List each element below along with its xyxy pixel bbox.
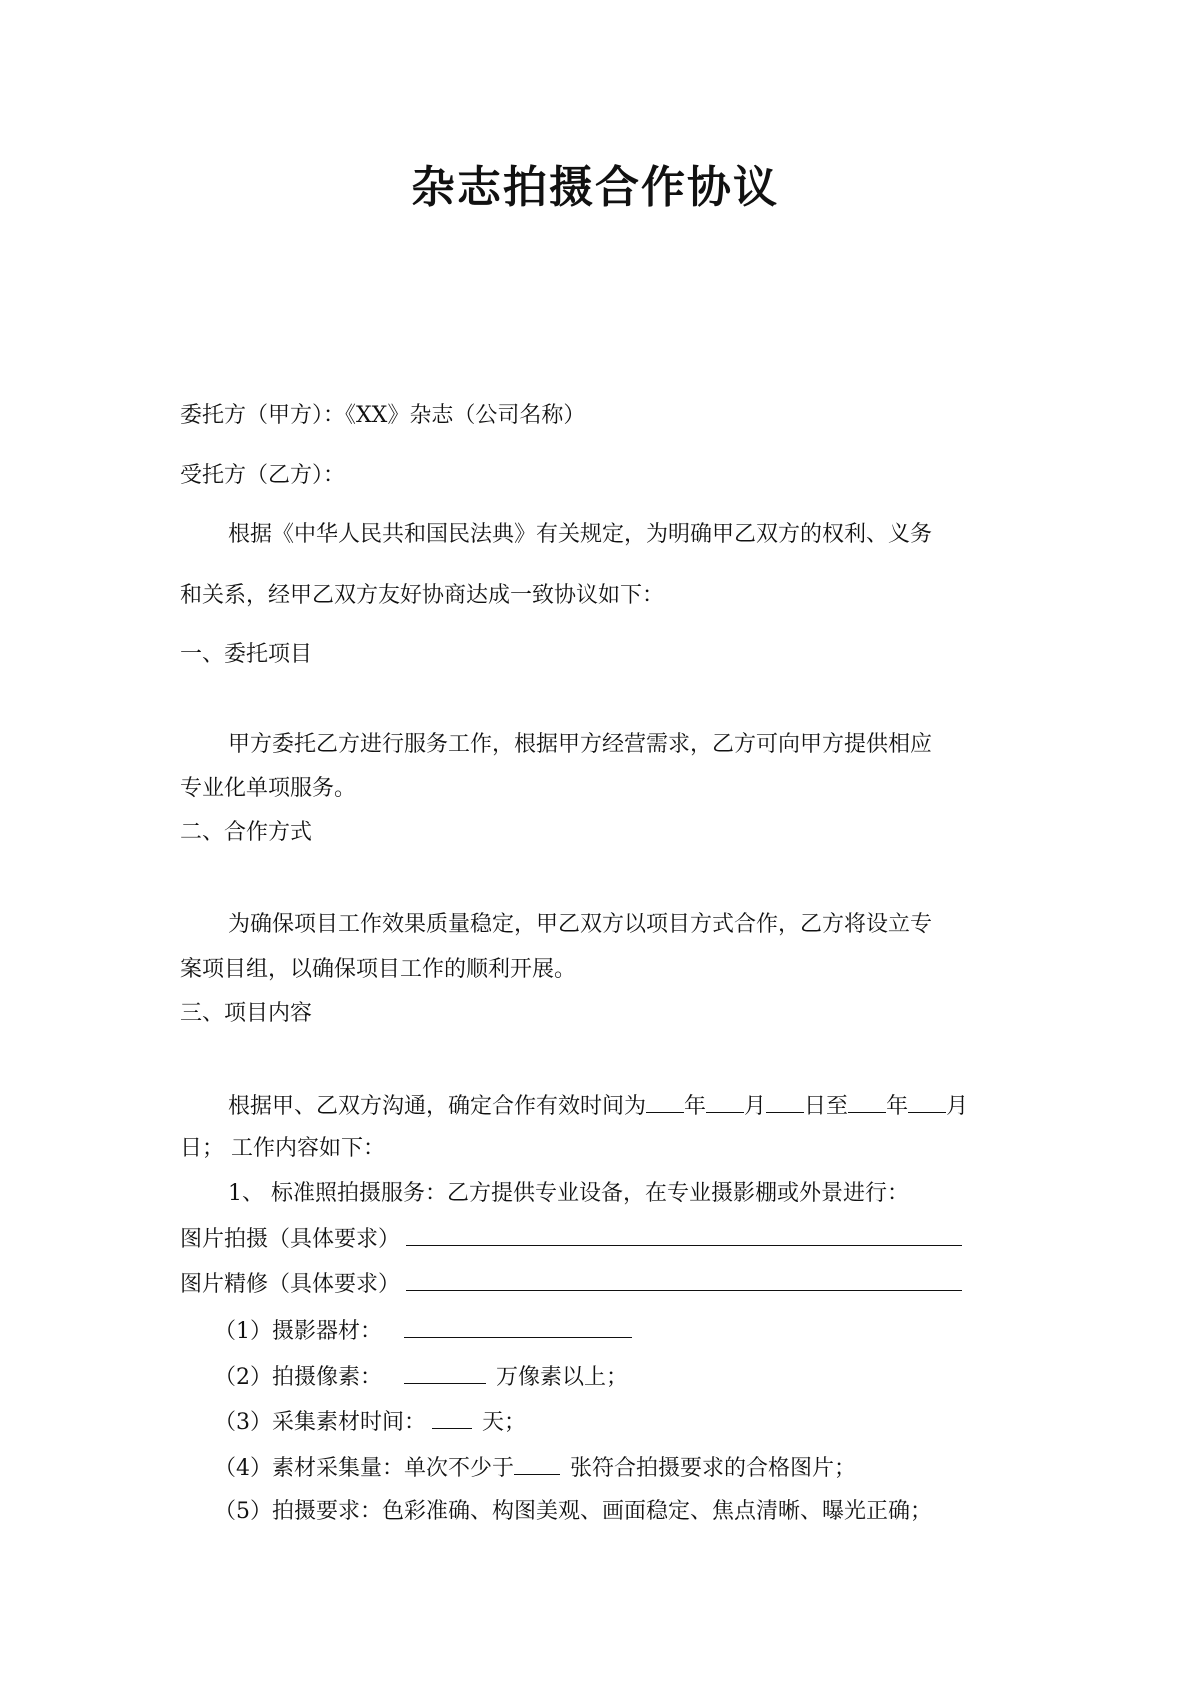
equipment-blank (404, 1315, 632, 1338)
pixel-blank (404, 1361, 486, 1384)
quantity-suffix: 张符合拍摄要求的合格图片； (570, 1456, 857, 1481)
section-1-line-2: 专业化单项服务。 (180, 776, 357, 801)
equipment-label: （1）摄影器材： (214, 1319, 382, 1344)
sub-item-4 (214, 1452, 856, 1484)
section-2-heading: 二、合作方式 (180, 820, 313, 845)
sub-item-5: （5）拍摄要求：色彩准确、构图美观、画面稳定、焦点清晰、曝光正确； (214, 1499, 932, 1524)
start-day-blank (766, 1090, 804, 1113)
collection-time-blank (432, 1406, 472, 1429)
end-year-blank (848, 1090, 886, 1113)
start-month-blank (706, 1090, 744, 1113)
start-year-blank (646, 1090, 684, 1113)
day-to-label: 日至 (804, 1094, 849, 1119)
pixel-label: （2）拍摄像素： (214, 1365, 382, 1390)
sub-item-3 (214, 1406, 526, 1438)
section-3-date-line (228, 1090, 968, 1122)
collection-time-suffix: 天； (482, 1410, 527, 1435)
month-label: 月 (744, 1094, 767, 1119)
photo-retouch-blank (406, 1268, 962, 1291)
year-label: 年 (684, 1094, 707, 1119)
photo-shoot-label: 图片拍摄（具体要求） (180, 1227, 401, 1252)
photo-retouch-line (180, 1268, 962, 1300)
section-1-line-1: 甲方委托乙方进行服务工作，根据甲方经营需求，乙方可向甲方提供相应 (228, 732, 933, 757)
date-prefix: 根据甲、乙双方沟通，确定合作有效时间为 (228, 1094, 647, 1119)
photo-shoot-line (180, 1223, 962, 1255)
end-month-blank (908, 1090, 946, 1113)
item-1-line: 1、 标准照拍摄服务：乙方提供专业设备，在专业摄影棚或外景进行： (228, 1181, 909, 1206)
pixel-suffix: 万像素以上； (496, 1365, 629, 1390)
party-a-line: 委托方（甲方）：《XX》杂志（公司名称） (180, 403, 586, 428)
section-2-line-1: 为确保项目工作效果质量稳定，甲乙双方以项目方式合作，乙方将设立专 (228, 912, 933, 937)
section-1-heading: 一、委托项目 (180, 642, 313, 667)
section-3-heading: 三、项目内容 (180, 1001, 313, 1026)
section-3-date-line-2: 日； 工作内容如下： (180, 1136, 385, 1161)
preamble-line-2: 和关系，经甲乙双方友好协商达成一致协议如下： (180, 583, 665, 608)
section-2-line-2: 案项目组，以确保项目工作的顺利开展。 (180, 957, 577, 982)
photo-retouch-label: 图片精修（具体要求） (180, 1272, 401, 1297)
year-label: 年 (886, 1094, 909, 1119)
preamble-line-1: 根据《中华人民共和国民法典》有关规定，为明确甲乙双方的权利、义务 (228, 522, 933, 547)
document-title: 杂志拍摄合作协议 (411, 162, 779, 213)
month-label: 月 (946, 1094, 969, 1119)
quantity-label: （4）素材采集量：单次不少于 (214, 1456, 514, 1481)
quantity-blank (514, 1452, 560, 1475)
sub-item-1 (214, 1315, 632, 1347)
party-b-line: 受托方（乙方）： (180, 463, 346, 488)
collection-time-label: （3）采集素材时间： (214, 1410, 426, 1435)
sub-item-2 (214, 1361, 628, 1393)
photo-shoot-blank (406, 1223, 962, 1246)
